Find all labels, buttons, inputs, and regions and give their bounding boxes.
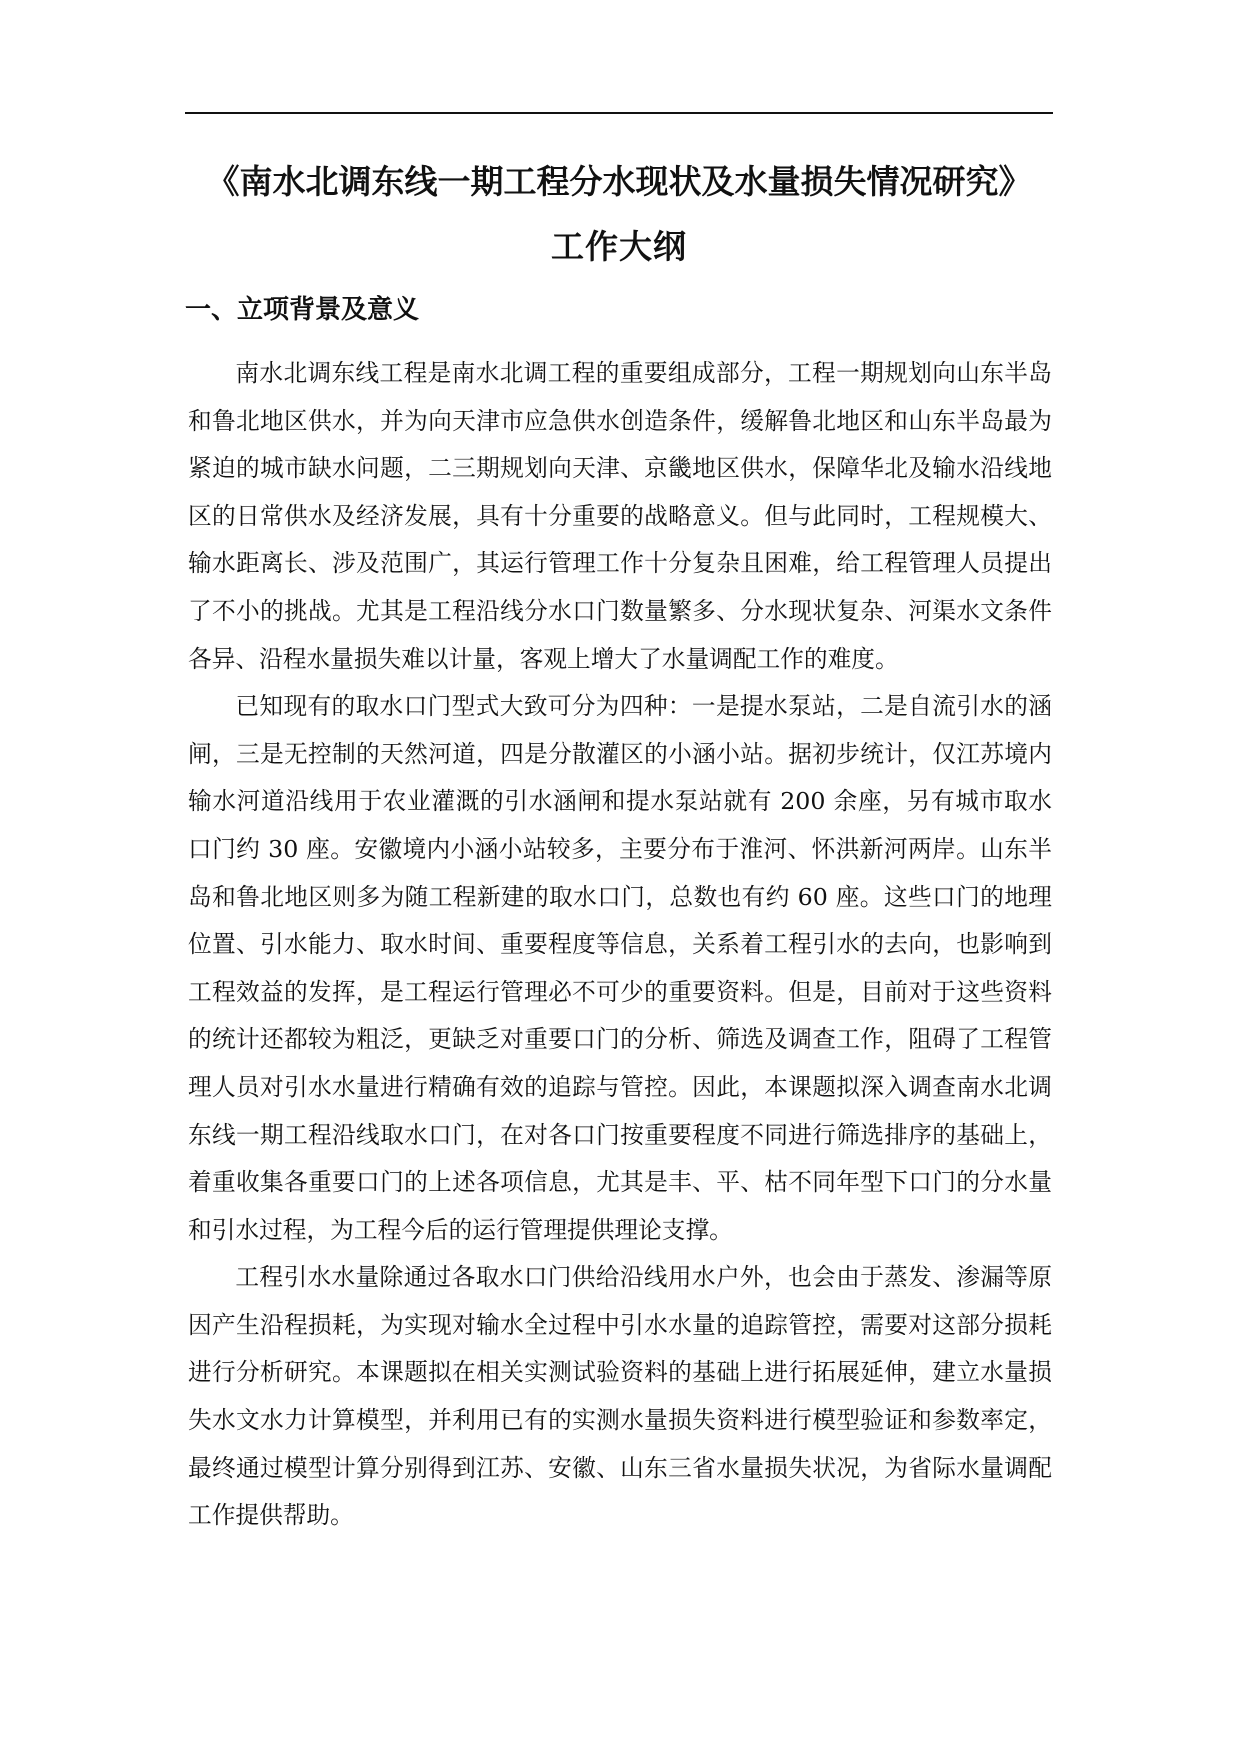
paragraph-3: 工程引水水量除通过各取水口门供给沿线用水户外，也会由于蒸发、渗漏等原因产生沿程损耗，为实现对输水全过程中引水水量的追踪管控，需要对这部分损耗进行分析研究。本课题拟在相关实测试验资料的基础上进行拓展延伸，建立水量损失水文水力计算模型，并利用已有的实测水量损失资料进行模型验证和参数率定，最终通过模型计算分别得到江苏、安徽、山东三省水量损失状况，为省际水量调配工作提供帮助。	[188, 1263, 1052, 1530]
paragraph-1: 南水北调东线工程是南水北调工程的重要组成部分，工程一期规划向山东半岛和鲁北地区供水，并为向天津市应急供水创造条件，缓解鲁北地区和山东半岛最为紧迫的城市缺水问题，二三期规划向天津、京畿地区供水，保障华北及输水沿线地区的日常供水及经济发展，具有十分重要的战略意义。但与此同时，工程规模大、输水距离长、涉及范围广，其运行管理工作十分复杂且困难，给工程管理人员提出了不小的挑战。尤其是工程沿线分水口门数量繁多、分水现状复杂、河渠水文条件各异、沿程水量损失难以计量，客观上增大了水量调配工作的难度。	[188, 359, 1052, 673]
header-rule	[185, 112, 1053, 114]
document-title: 《南水北调东线一期工程分水现状及水量损失情况研究》	[206, 162, 1032, 201]
paragraph-2: 已知现有的取水口门型式大致可分为四种：一是提水泵站，二是自流引水的涵闸，三是无控制的天然河道，四是分散灌区的小涵小站。据初步统计，仅江苏境内输水河道沿线用于农业灌溉的引水涵闸和提水泵站就有 200 余座，另有城市取水口门约 30 座。安徽境内小涵小站较多，主要分布于淮河、怀洪新河两岸。山东半岛和鲁北地区则多为随工程新建的取水口门，总数也有约 60 座。这些口门的地理位置、引水能力、取水时间、重要程度等信息，关系着工程引水的去向，也影响到工程效益的发挥，是工程运行管理必不可少的重要资料。但是，目前对于这些资料的统计还都较为粗泛，更缺乏对重要口门的分析、筛选及调查工作，阻碍了工程管理人员对引水水量进行精确有效的追踪与管控。因此，本课题拟深入调查南水北调东线一期工程沿线取水口门，在对各口门按重要程度不同进行筛选排序的基础上，着重收集各重要口门的上述各项信息，尤其是丰、平、枯不同年型下口门的分水量和引水过程，为工程今后的运行管理提供理论支撑。	[188, 692, 1052, 1244]
document-subtitle: 工作大纲	[551, 227, 687, 266]
body-text	[188, 350, 1052, 1540]
section-heading: 一、立项背景及意义	[185, 295, 420, 325]
